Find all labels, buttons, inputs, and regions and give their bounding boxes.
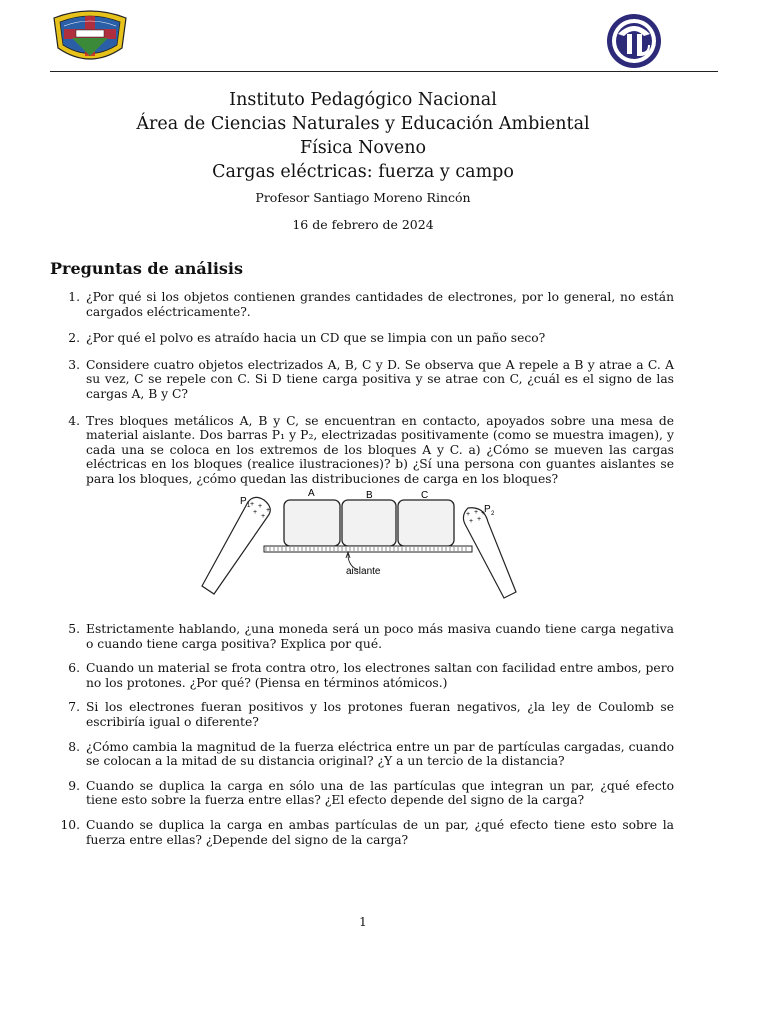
rod-p2 <box>463 508 516 598</box>
upn-logo <box>604 12 664 70</box>
question-text: Cuando se duplica la carga en sólo una de las partículas que integran un par, ¿qué efecto tiene esto sobre la fuerza entre ellas? ¿El efecto depende del signo de la carga? <box>86 778 674 808</box>
question-text: ¿Cómo cambia la magnitud de la fuerza eléctrica entre un par de partículas cargadas, cuando se colocan a la mitad de su distancia original? ¿Y a un tercio de la distancia? <box>86 739 674 769</box>
title-course: Física Noveno <box>299 138 426 158</box>
question-text: ¿Por qué el polvo es atraído hacia un CD que se limpia con un paño seco? <box>86 331 546 346</box>
block-c <box>398 500 454 546</box>
date: 16 de febrero de 2024 <box>292 217 434 232</box>
charge-sign: + <box>474 509 479 516</box>
title-area: Área de Ciencias Naturales y Educación Ambiental <box>136 114 590 134</box>
question-text: Cuando un material se frota contra otro, los electrones saltan con facilidad entre ambos, pero no los protones. ¿Por qué? (Piensa en términos atómicos.) <box>86 661 674 690</box>
question-number: 5. <box>68 622 80 636</box>
question-list-part2 <box>50 622 674 847</box>
question-number: 8. <box>68 739 80 754</box>
page-number: 1 <box>359 915 367 929</box>
question-number: 2. <box>68 331 80 346</box>
question-item <box>50 740 674 769</box>
charge-sign: + <box>481 510 486 517</box>
question-item <box>50 818 674 847</box>
charge-sign: + <box>253 509 258 516</box>
insulator-label: aislante <box>346 566 381 577</box>
question-number: 3. <box>68 357 80 372</box>
block-b-label: B <box>366 490 373 501</box>
charge-sign: + <box>266 507 271 514</box>
question-text: Estrictamente hablando, ¿una moneda será un poco más masiva cuando tiene carga negativa o cuando tiene carga positiva? Explica por qué. <box>86 622 674 651</box>
question-item <box>50 331 674 346</box>
section-heading: Preguntas de análisis <box>50 259 243 278</box>
label-p2-main: P <box>484 504 491 515</box>
question-list-part1 <box>50 290 674 487</box>
label-p1-main: P <box>240 496 247 507</box>
question-text: Si los electrones fueran positivos y los protones fueran negativos, ¿la ley de Coulomb se escribiría igual o diferente? <box>86 700 674 729</box>
block-c-label: C <box>421 490 429 501</box>
question-item <box>50 779 674 808</box>
document-title-block <box>0 88 726 184</box>
charge-sign: + <box>466 511 471 518</box>
question-item <box>50 290 674 319</box>
charge-sign: + <box>469 518 474 525</box>
charge-sign: + <box>261 513 266 520</box>
question-item <box>50 700 674 729</box>
blocks-figure <box>198 486 518 604</box>
question-text: Cuando se duplica la carga en ambas partículas de un par, ¿qué efecto tiene esto sobre la fuerza entre ellas? ¿Depende del signo de la carga? <box>86 817 674 847</box>
question-number: 10. <box>60 817 80 832</box>
question-number: 4. <box>68 413 80 428</box>
question-item <box>50 358 674 402</box>
label-p1-sub: 1 <box>247 503 251 509</box>
charge-sign: + <box>477 516 482 523</box>
question-text: ¿Por qué si los objetos contienen grandes cantidades de electrones, por lo general, no están cargados eléctricamente?. <box>86 290 674 319</box>
question-number: 1. <box>68 290 80 304</box>
rod-p1 <box>202 497 270 594</box>
title-topic: Cargas eléctricas: fuerza y campo <box>212 162 514 182</box>
school-crest-logo <box>50 8 130 68</box>
question-item <box>50 622 674 651</box>
block-a-label: A <box>308 488 315 499</box>
title-institution: Instituto Pedagógico Nacional <box>229 90 497 110</box>
question-text: Tres bloques metálicos A, B y C, se encuentran en contacto, apoyados sobre una mesa de material aislante. Dos barras P₁ y P₂, electrizadas positivamente (como se muestra imagen), y cada una se coloca en los extremos de los bloques A y C. a) ¿Cómo se mueven las cargas eléctricas en los bloques (realice ilustraciones)? b) ¿Sí una persona con guantes aislantes se para los bloques, ¿cómo quedan las distribuciones de carga en los bloques? <box>86 413 674 486</box>
question-text: Considere cuatro objetos electrizados A, B, C y D. Se observa que A repele a B y atrae a C. A su vez, C se repele con C. Si D tiene carga positiva y se atrae con C, ¿cuál es el signo de las cargas A, B y C? <box>86 357 674 401</box>
author: Profesor Santiago Moreno Rincón <box>255 190 471 205</box>
question-number: 9. <box>68 778 80 793</box>
question-item <box>50 661 674 690</box>
insulating-table <box>264 546 472 552</box>
question-number: 7. <box>68 700 80 715</box>
charge-sign: + <box>258 503 263 510</box>
charge-sign: + <box>250 501 255 508</box>
header-rule <box>50 71 718 72</box>
block-a <box>284 500 340 546</box>
block-b <box>342 500 396 546</box>
question-number: 6. <box>68 661 80 676</box>
label-p2-sub: 2 <box>491 511 495 517</box>
question-item <box>50 414 674 487</box>
